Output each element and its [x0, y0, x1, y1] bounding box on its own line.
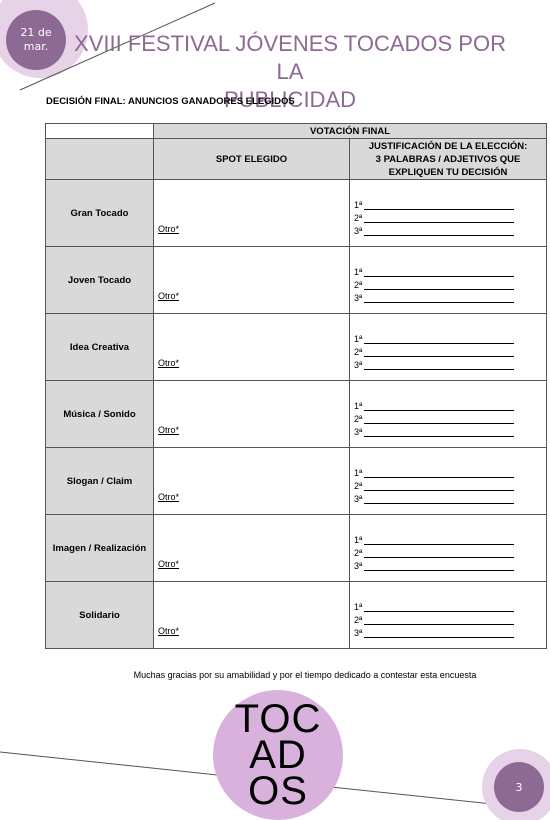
answer-line[interactable]	[364, 267, 514, 277]
otro-label: Otro*	[158, 425, 180, 435]
line-number: 2ª	[354, 280, 363, 290]
justification-line[interactable]	[354, 331, 514, 344]
justification-line[interactable]	[354, 558, 514, 571]
answer-line[interactable]	[364, 293, 514, 303]
spot-cell[interactable]	[154, 247, 350, 314]
answer-line[interactable]	[364, 280, 514, 290]
justification-line[interactable]	[354, 465, 514, 478]
justification-line[interactable]	[354, 277, 514, 290]
category-label: Idea Creativa	[46, 314, 154, 381]
answer-line[interactable]	[364, 200, 514, 210]
line-number: 3ª	[354, 293, 363, 303]
justification-line[interactable]	[354, 344, 514, 357]
category-row	[46, 515, 547, 582]
line-number: 1ª	[354, 468, 363, 478]
justification-cell	[350, 515, 547, 582]
justification-line[interactable]	[354, 491, 514, 504]
line-number: 3ª	[354, 494, 363, 504]
answer-line[interactable]	[364, 401, 514, 411]
answer-line[interactable]	[364, 615, 514, 625]
just-header-line-3: EXPLIQUEN TU DECISIÓN	[388, 166, 508, 178]
title-line-1: XVIII FESTIVAL JÓVENES TOCADOS POR LA	[74, 31, 506, 84]
justification-line[interactable]	[354, 478, 514, 491]
answer-line[interactable]	[364, 347, 514, 357]
tocados-logo	[213, 690, 343, 820]
empty-corner-cell	[46, 124, 154, 139]
thanks-note: Muchas gracias por su amabilidad y por el tiempo dedicado a contestar esta encuesta	[133, 670, 477, 680]
justification-line[interactable]	[354, 210, 514, 223]
justification-cell	[350, 247, 547, 314]
line-number: 3ª	[354, 360, 363, 370]
answer-line[interactable]	[364, 427, 514, 437]
line-number: 3ª	[354, 427, 363, 437]
justification-line[interactable]	[354, 424, 514, 437]
justification-line[interactable]	[354, 290, 514, 303]
spot-cell[interactable]	[154, 515, 350, 582]
line-number: 3ª	[354, 561, 363, 571]
col-justification-header	[350, 139, 547, 180]
category-label: Gran Tocado	[46, 180, 154, 247]
justification-cell	[350, 381, 547, 448]
line-number: 1ª	[354, 535, 363, 545]
date-day: 21 de	[20, 26, 52, 39]
answer-line[interactable]	[364, 226, 514, 236]
otro-label: Otro*	[158, 358, 180, 368]
page-number: 3	[515, 780, 523, 794]
otro-label: Otro*	[158, 559, 180, 569]
justification-cell	[350, 314, 547, 381]
line-number: 1ª	[354, 200, 363, 210]
line-number: 2ª	[354, 213, 363, 223]
justification-line[interactable]	[354, 532, 514, 545]
just-header-line-1: JUSTIFICACIÓN DE LA ELECCIÓN:	[368, 140, 528, 152]
justification-line[interactable]	[354, 357, 514, 370]
answer-line[interactable]	[364, 561, 514, 571]
otro-label: Otro*	[158, 291, 180, 301]
category-label: Slogan / Claim	[46, 448, 154, 515]
justification-line[interactable]	[354, 264, 514, 277]
category-row	[46, 448, 547, 515]
category-row	[46, 582, 547, 649]
answer-line[interactable]	[364, 481, 514, 491]
category-row	[46, 180, 547, 247]
category-row	[46, 314, 547, 381]
line-number: 2ª	[354, 414, 363, 424]
answer-line[interactable]	[364, 468, 514, 478]
justification-line[interactable]	[354, 625, 514, 638]
justification-cell	[350, 448, 547, 515]
answer-line[interactable]	[364, 535, 514, 545]
answer-line[interactable]	[364, 414, 514, 424]
line-number: 1ª	[354, 401, 363, 411]
justification-line[interactable]	[354, 545, 514, 558]
date-month: mar.	[23, 40, 49, 53]
answer-line[interactable]	[364, 548, 514, 558]
otro-label: Otro*	[158, 492, 180, 502]
spot-cell[interactable]	[154, 448, 350, 515]
answer-line[interactable]	[364, 334, 514, 344]
category-label: Imagen / Realización	[46, 515, 154, 582]
empty-header-cell	[46, 139, 154, 180]
logo-line-2: AD	[249, 733, 307, 777]
col-spot-header: SPOT ELEGIDO	[154, 139, 350, 180]
answer-line[interactable]	[364, 602, 514, 612]
category-row	[46, 247, 547, 314]
otro-label: Otro*	[158, 224, 180, 234]
category-label: Música / Sonido	[46, 381, 154, 448]
logo-line-1: TOC	[234, 697, 322, 741]
category-row	[46, 381, 547, 448]
date-badge	[6, 10, 66, 70]
category-label: Joven Tocado	[46, 247, 154, 314]
answer-line[interactable]	[364, 213, 514, 223]
line-number: 3ª	[354, 628, 363, 638]
title-line-2: PUBLICIDAD	[223, 87, 357, 112]
otro-label: Otro*	[158, 626, 180, 636]
line-number: 2ª	[354, 615, 363, 625]
voting-table	[45, 123, 547, 649]
line-number: 1ª	[354, 602, 363, 612]
group-header: VOTACIÓN FINAL	[154, 124, 547, 139]
line-number: 1ª	[354, 267, 363, 277]
line-number: 3ª	[354, 226, 363, 236]
just-header-line-2: 3 PALABRAS / ADJETIVOS QUE	[375, 153, 521, 165]
justification-line[interactable]	[354, 599, 514, 612]
line-number: 2ª	[354, 481, 363, 491]
logo-line-3: OS	[248, 769, 308, 813]
spot-cell[interactable]	[154, 314, 350, 381]
line-number: 2ª	[354, 548, 363, 558]
justification-line[interactable]	[354, 398, 514, 411]
justification-line[interactable]	[354, 612, 514, 625]
section-title: DECISIÓN FINAL: ANUNCIOS GANADORES ELEGIDOS	[46, 96, 295, 107]
line-number: 1ª	[354, 334, 363, 344]
page-number-badge	[494, 762, 544, 812]
justification-line[interactable]	[354, 411, 514, 424]
spot-cell[interactable]	[154, 582, 350, 649]
line-number: 2ª	[354, 347, 363, 357]
answer-line[interactable]	[364, 360, 514, 370]
spot-cell[interactable]	[154, 381, 350, 448]
answer-line[interactable]	[364, 494, 514, 504]
category-label: Solidario	[46, 582, 154, 649]
answer-line[interactable]	[364, 628, 514, 638]
justification-cell	[350, 582, 547, 649]
justification-line[interactable]	[354, 223, 514, 236]
justification-cell	[350, 180, 547, 247]
justification-line[interactable]	[354, 197, 514, 210]
spot-cell[interactable]	[154, 180, 350, 247]
